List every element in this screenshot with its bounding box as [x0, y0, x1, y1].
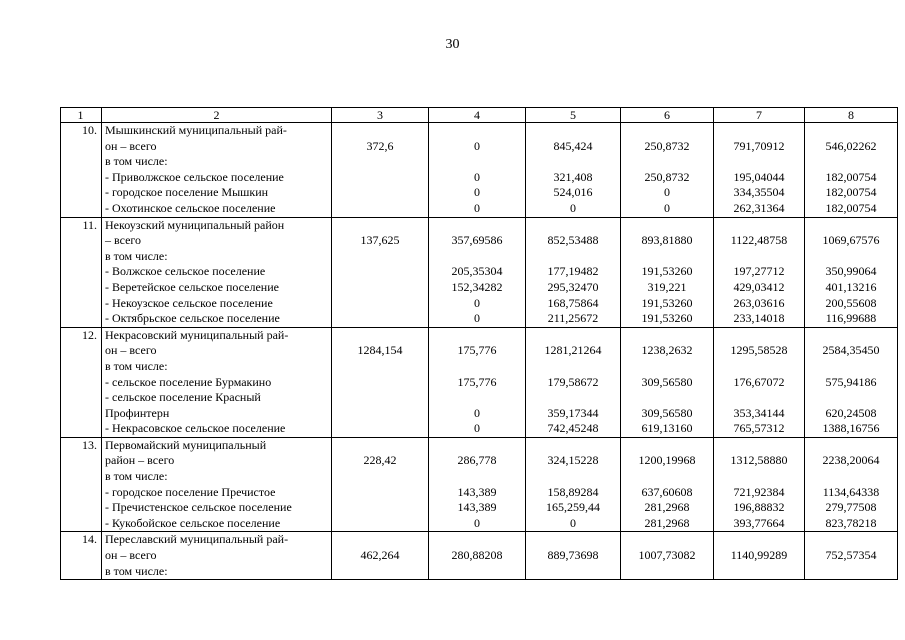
value-line: 143,389: [457, 484, 497, 499]
value-line: [808, 218, 894, 234]
value-line: [335, 264, 425, 280]
value-line: [335, 170, 425, 186]
value-line: 137,625: [360, 233, 400, 248]
row-number: 14.: [61, 532, 102, 580]
value-line: 158,89284: [547, 484, 599, 499]
value-line: [808, 123, 894, 139]
row-label-line: - сельское поселение Бурмакино: [105, 374, 272, 389]
value-line: 619,13160: [641, 421, 693, 436]
row-label-line: - Кукобойское сельское поселение: [105, 515, 281, 530]
row-label-line: – всего: [105, 233, 142, 248]
value-line: 116,99688: [825, 311, 877, 326]
value-line: 175,776: [457, 374, 497, 389]
value-line: [335, 359, 425, 375]
value-line: [529, 123, 617, 139]
value-line: [529, 328, 617, 344]
value-line: 182,00754: [825, 200, 877, 215]
value-line: [432, 390, 522, 406]
header-cell-4: 4: [429, 108, 526, 123]
value-line: 0: [570, 200, 576, 215]
value-line: [624, 532, 710, 548]
value-line: [624, 469, 710, 485]
value-line: [717, 438, 801, 454]
value-line: 889,73698: [547, 548, 599, 563]
row-label-line: - Волжское сельское поселение: [105, 264, 266, 279]
cell-name: [102, 327, 332, 437]
cell-col-3: [332, 532, 429, 580]
value-line: [624, 249, 710, 265]
value-line: [432, 564, 522, 580]
value-line: [808, 154, 894, 170]
value-line: [529, 218, 617, 234]
cell-col-8: [805, 437, 898, 532]
value-line: 334,35504: [733, 185, 785, 200]
value-line: 211,25672: [547, 311, 599, 326]
cell-col-5: [526, 437, 621, 532]
value-line: 195,04044: [733, 169, 785, 184]
value-line: 0: [474, 169, 480, 184]
value-line: [335, 532, 425, 548]
row-label-line: он – всего: [105, 138, 157, 153]
cell-col-5: [526, 217, 621, 327]
value-line: [529, 154, 617, 170]
value-line: [624, 123, 710, 139]
value-line: [335, 280, 425, 296]
value-line: [717, 218, 801, 234]
value-line: [335, 154, 425, 170]
value-line: 295,32470: [547, 279, 599, 294]
value-line: 1122,48758: [730, 233, 788, 248]
value-line: 182,00754: [825, 169, 877, 184]
value-line: 280,88208: [451, 548, 503, 563]
cell-col-6: [621, 217, 714, 327]
cell-col-4: [429, 123, 526, 218]
value-line: [335, 328, 425, 344]
value-line: [624, 154, 710, 170]
value-line: 2238,20064: [822, 453, 880, 468]
row-label-line: в том числе:: [105, 469, 168, 484]
value-line: 0: [474, 295, 480, 310]
value-line: 321,408: [553, 169, 593, 184]
value-line: 637,60608: [641, 484, 693, 499]
value-line: [432, 154, 522, 170]
value-line: 0: [474, 311, 480, 326]
value-line: 309,56580: [641, 405, 693, 420]
value-line: 0: [664, 185, 670, 200]
cell-col-4: [429, 437, 526, 532]
value-line: [529, 249, 617, 265]
row-label-line: он – всего: [105, 343, 157, 358]
row-label-line: район – всего: [105, 453, 175, 468]
value-line: 0: [474, 421, 480, 436]
value-line: 546,02262: [825, 138, 877, 153]
value-line: 0: [474, 138, 480, 153]
value-line: 0: [474, 185, 480, 200]
value-line: [717, 249, 801, 265]
value-line: 401,13216: [825, 279, 877, 294]
value-line: 0: [570, 515, 576, 530]
cell-col-5: [526, 532, 621, 580]
table-body: [61, 123, 898, 580]
value-line: 1200,19968: [638, 453, 696, 468]
value-line: [432, 359, 522, 375]
row-label-line: - Октябрьское сельское поселение: [105, 311, 280, 326]
cell-col-3: [332, 217, 429, 327]
value-line: [432, 469, 522, 485]
value-line: 233,14018: [733, 311, 785, 326]
row-label-line: Переславский муниципальный рай-: [105, 532, 289, 547]
value-line: 165,259,44: [546, 500, 600, 515]
value-line: 191,53260: [641, 311, 693, 326]
table-row: [61, 217, 898, 327]
value-line: 263,03616: [733, 295, 785, 310]
row-label-line: - Пречистенское сельское поселение: [105, 500, 292, 515]
cell-col-5: [526, 123, 621, 218]
row-label-line: Мышкинский муниципальный рай-: [105, 123, 287, 137]
value-line: 0: [474, 200, 480, 215]
cell-col-8: [805, 327, 898, 437]
cell-col-8: [805, 532, 898, 580]
cell-col-8: [805, 217, 898, 327]
value-line: [335, 438, 425, 454]
row-label-line: он – всего: [105, 548, 157, 563]
cell-col-4: [429, 217, 526, 327]
value-line: 279,77508: [825, 500, 877, 515]
value-line: [808, 532, 894, 548]
row-label-line: - Охотинское сельское поселение: [105, 200, 276, 215]
cell-col-6: [621, 123, 714, 218]
table-row: [61, 123, 898, 218]
value-line: 1281,21264: [544, 343, 602, 358]
value-line: [335, 390, 425, 406]
value-line: [432, 123, 522, 139]
cell-name: [102, 123, 332, 218]
header-cell-6: 6: [621, 108, 714, 123]
value-line: [335, 375, 425, 391]
row-number: 11.: [61, 217, 102, 327]
value-line: [432, 438, 522, 454]
header-cell-3: 3: [332, 108, 429, 123]
value-line: 191,53260: [641, 295, 693, 310]
row-label-line: - Веретейское сельское поселение: [105, 279, 279, 294]
municipal-data-table: [60, 107, 898, 580]
value-line: 1140,99289: [730, 548, 788, 563]
value-line: 1007,73082: [638, 548, 696, 563]
value-line: [717, 359, 801, 375]
value-line: [529, 564, 617, 580]
row-label-line: в том числе:: [105, 563, 168, 578]
value-line: [808, 438, 894, 454]
value-line: 228,42: [363, 453, 397, 468]
row-label-line: - городское поселение Пречистое: [105, 484, 276, 499]
value-line: 281,2968: [644, 515, 690, 530]
value-line: [808, 359, 894, 375]
value-line: 177,19482: [547, 264, 599, 279]
row-label-line: - Некрасовское сельское поселение: [105, 421, 286, 436]
value-line: [432, 218, 522, 234]
value-line: [717, 390, 801, 406]
value-line: 1295,58528: [730, 343, 788, 358]
value-line: 182,00754: [825, 185, 877, 200]
value-line: 357,69586: [451, 233, 503, 248]
cell-name: [102, 532, 332, 580]
value-line: 845,424: [553, 138, 593, 153]
row-label-line: Некрасовский муниципальный рай-: [105, 327, 289, 342]
value-line: 205,35304: [451, 264, 503, 279]
value-line: 752,57354: [825, 548, 877, 563]
value-line: [808, 390, 894, 406]
cell-col-8: [805, 123, 898, 218]
cell-col-7: [714, 532, 805, 580]
value-line: [432, 328, 522, 344]
value-line: [335, 218, 425, 234]
value-line: [529, 438, 617, 454]
value-line: [529, 359, 617, 375]
table-row: [61, 327, 898, 437]
cell-col-3: [332, 327, 429, 437]
row-number: 13.: [61, 437, 102, 532]
value-line: [335, 201, 425, 217]
value-line: 0: [664, 200, 670, 215]
value-line: [529, 532, 617, 548]
cell-name: [102, 217, 332, 327]
value-line: [335, 421, 425, 437]
value-line: 0: [474, 515, 480, 530]
cell-col-6: [621, 437, 714, 532]
value-line: [717, 564, 801, 580]
value-line: 575,94186: [825, 374, 877, 389]
value-line: 524,016: [553, 185, 593, 200]
value-line: 1069,67576: [822, 233, 880, 248]
cell-col-4: [429, 532, 526, 580]
value-line: [808, 328, 894, 344]
value-line: 143,389: [457, 500, 497, 515]
cell-col-3: [332, 437, 429, 532]
value-line: [717, 328, 801, 344]
row-number: 10.: [61, 123, 102, 218]
row-label-line: Профинтерн: [105, 405, 170, 420]
header-cell-2: 2: [102, 108, 332, 123]
value-line: 197,27712: [733, 264, 785, 279]
value-line: [335, 296, 425, 312]
value-line: [624, 390, 710, 406]
value-line: 742,45248: [547, 421, 599, 436]
header-row: [61, 108, 898, 123]
value-line: [808, 564, 894, 580]
cell-name: [102, 437, 332, 532]
value-line: 791,70912: [733, 138, 785, 153]
value-line: 200,55608: [825, 295, 877, 310]
value-line: [717, 123, 801, 139]
value-line: 152,34282: [451, 279, 503, 294]
value-line: [335, 249, 425, 265]
value-line: 852,53488: [547, 233, 599, 248]
value-line: [432, 249, 522, 265]
value-line: [808, 249, 894, 265]
value-line: [432, 532, 522, 548]
cell-col-6: [621, 327, 714, 437]
value-line: [624, 564, 710, 580]
value-line: 309,56580: [641, 374, 693, 389]
row-label-line: - сельское поселение Красный: [105, 390, 261, 405]
cell-col-7: [714, 327, 805, 437]
value-line: 893,81880: [641, 233, 693, 248]
row-label-line: Первомайский муниципальный: [105, 437, 267, 452]
value-line: 393,77664: [733, 515, 785, 530]
value-line: 765,57312: [733, 421, 785, 436]
value-line: 1388,16756: [822, 421, 880, 436]
header-cell-5: 5: [526, 108, 621, 123]
row-label-line: - Приволжское сельское поселение: [105, 169, 284, 184]
value-line: 286,778: [457, 453, 497, 468]
page-number: 30: [445, 37, 460, 52]
header-cell-8: 8: [805, 108, 898, 123]
value-line: 1238,2632: [641, 343, 693, 358]
row-label-line: - Некоузское сельское поселение: [105, 295, 273, 310]
value-line: [624, 218, 710, 234]
value-line: [335, 123, 425, 139]
value-line: 1312,58880: [730, 453, 788, 468]
value-line: 1284,154: [357, 343, 403, 358]
value-line: [529, 390, 617, 406]
value-line: 319,221: [647, 279, 687, 294]
value-line: [335, 500, 425, 516]
row-label-line: в том числе:: [105, 358, 168, 373]
value-line: [624, 438, 710, 454]
value-line: 1134,64338: [822, 484, 880, 499]
value-line: [717, 469, 801, 485]
value-line: 353,34144: [733, 405, 785, 420]
value-line: [335, 469, 425, 485]
value-line: 324,15228: [547, 453, 599, 468]
value-line: 262,31364: [733, 200, 785, 215]
cell-col-6: [621, 532, 714, 580]
value-line: 175,776: [457, 343, 497, 358]
value-line: 281,2968: [644, 500, 690, 515]
value-line: [624, 359, 710, 375]
value-line: 168,75864: [547, 295, 599, 310]
value-line: 2584,35450: [822, 343, 880, 358]
value-line: [335, 516, 425, 532]
cell-col-7: [714, 123, 805, 218]
value-line: 250,8732: [644, 138, 690, 153]
value-line: 462,264: [360, 548, 400, 563]
value-line: 721,92384: [733, 484, 785, 499]
value-line: [717, 532, 801, 548]
value-line: [335, 406, 425, 422]
value-line: 0: [474, 405, 480, 420]
value-line: 372,6: [366, 138, 394, 153]
cell-col-4: [429, 327, 526, 437]
table-row: [61, 532, 898, 580]
row-label-line: Некоузский муниципальный район: [105, 217, 285, 232]
cell-col-7: [714, 217, 805, 327]
value-line: 429,03412: [733, 279, 785, 294]
cell-col-7: [714, 437, 805, 532]
value-line: [808, 469, 894, 485]
value-line: [335, 485, 425, 501]
value-line: 823,78218: [825, 515, 877, 530]
value-line: 176,67072: [733, 374, 785, 389]
cell-col-5: [526, 327, 621, 437]
value-line: 350,99064: [825, 264, 877, 279]
value-line: 250,8732: [644, 169, 690, 184]
row-label-line: - городское поселение Мышкин: [105, 185, 269, 200]
row-label-line: в том числе:: [105, 248, 168, 263]
table-row: [61, 437, 898, 532]
value-line: 179,58672: [547, 374, 599, 389]
header-cell-1: 1: [61, 108, 102, 123]
value-line: 359,17344: [547, 405, 599, 420]
value-line: [717, 154, 801, 170]
value-line: [624, 328, 710, 344]
cell-col-3: [332, 123, 429, 218]
value-line: [335, 185, 425, 201]
value-line: 620,24508: [825, 405, 877, 420]
value-line: [335, 311, 425, 327]
row-label-line: в том числе:: [105, 154, 168, 169]
value-line: [335, 564, 425, 580]
value-line: [529, 469, 617, 485]
value-line: 191,53260: [641, 264, 693, 279]
value-line: 196,88832: [733, 500, 785, 515]
header-cell-7: 7: [714, 108, 805, 123]
row-number: 12.: [61, 327, 102, 437]
